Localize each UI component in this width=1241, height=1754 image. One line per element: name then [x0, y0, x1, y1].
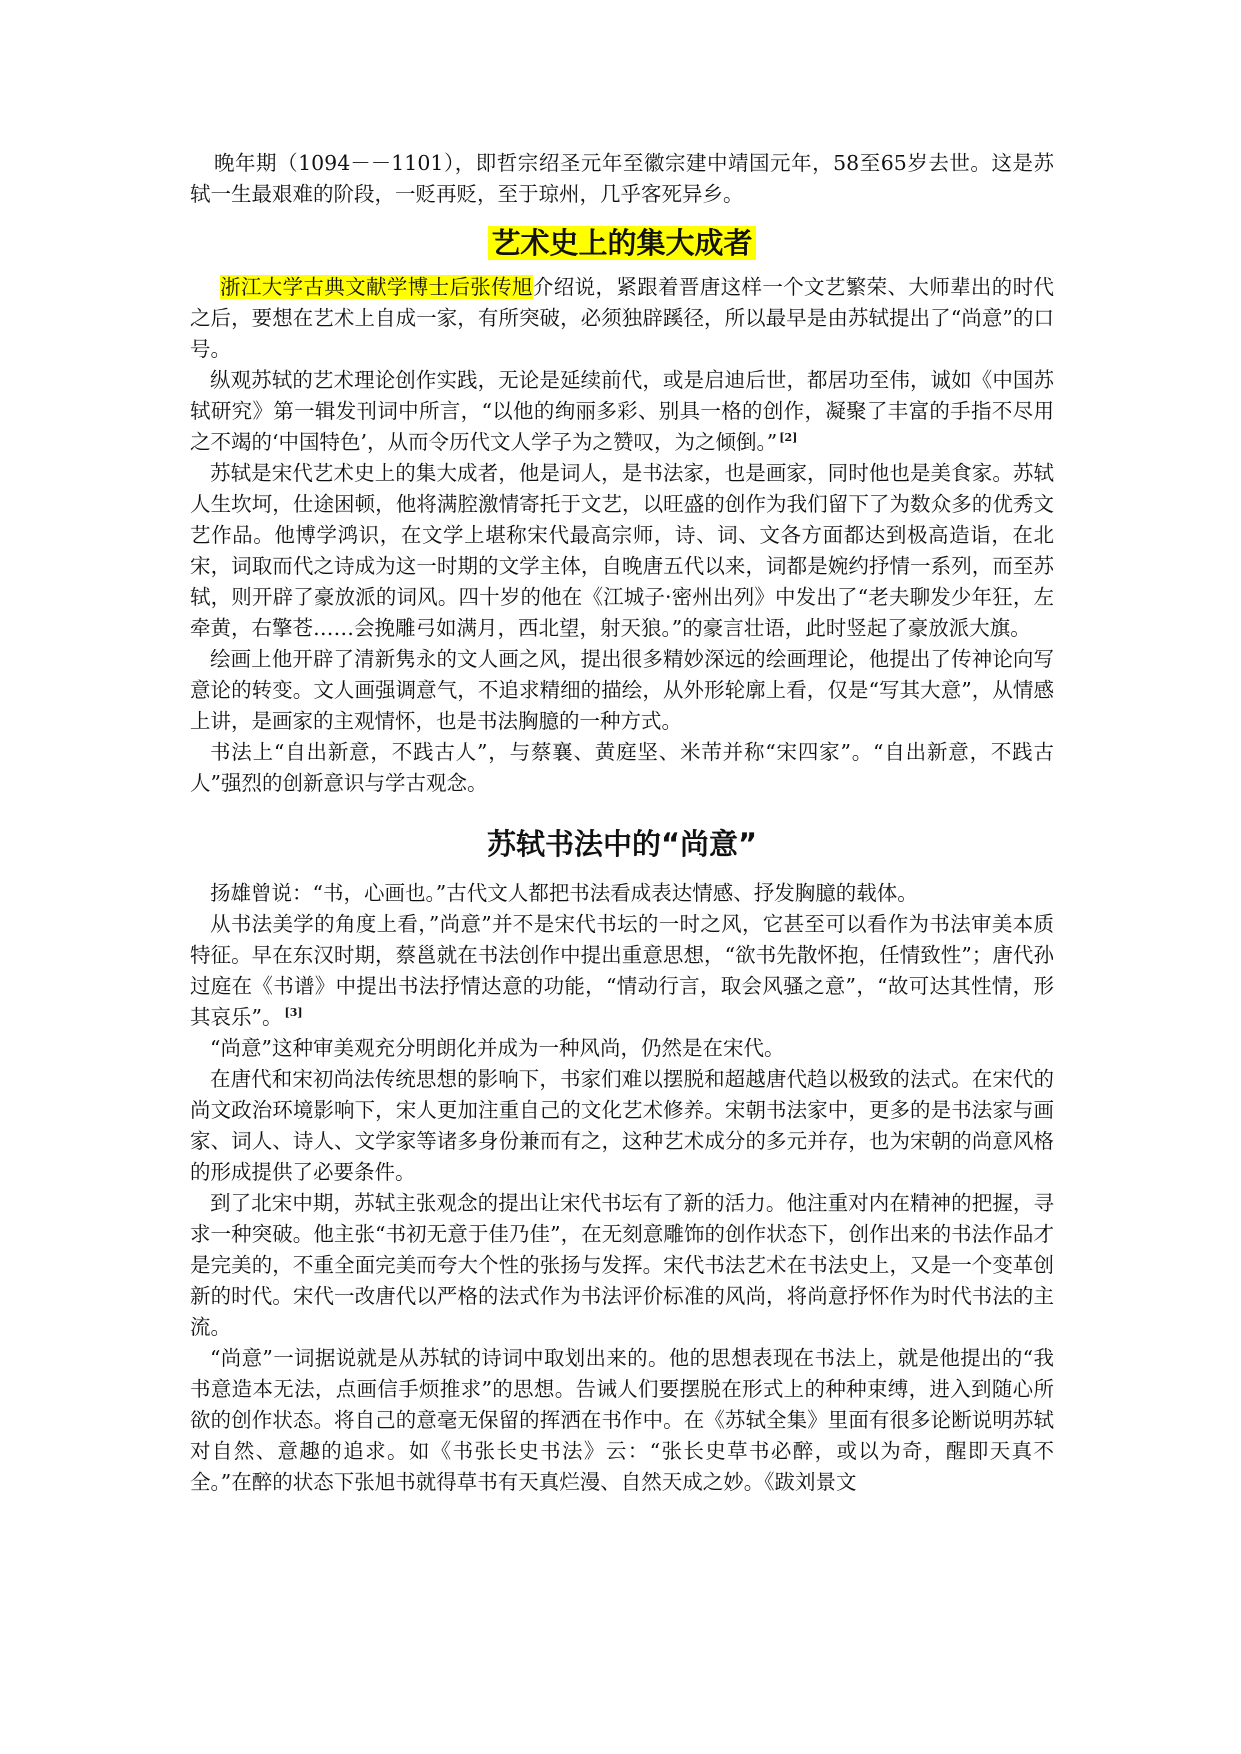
highlighted-text: 浙江大学古典文献学博士后张传旭 — [220, 275, 533, 299]
paragraph-yang-xiong: 扬雄曾说：“书，心画也。”古代文人都把书法看成表达情感、抒发胸臆的载体。 — [210, 881, 918, 905]
paragraph-calligraphy: 书法上“自出新意，不践古人”，与蔡襄、黄庭坚、米芾并称“宋四家”。“自出新意，不践古人”强烈的创新意识与学古观念。 — [190, 740, 1054, 795]
paragraph-song-trend: “尚意”这种审美观充分明朗化并成为一种风尚，仍然是在宋代。 — [210, 1036, 785, 1060]
section-heading-shangyi: 苏轼书法中的“尚意” — [486, 827, 758, 861]
paragraph-tang-influence: 在唐代和宋初尚法传统思想的影响下，书家们难以摆脱和超越唐代趋以极致的法式。在宋代的尚文政治环境影响下，宋人更加注重自己的文化艺术修养。宋朝书法家中，更多的是书法家与画家、词人、诗人、文学家等诸多身份兼而有之，这种艺术成分的多元并存，也为宋朝的尚意风格的形成提供了必要条件。 — [190, 1067, 1054, 1184]
paragraph-text: 介绍说，紧跟着晋唐这样一个文艺繁荣、大师辈出的时代之后，要想在艺术上自成一家，有所突破，必须独辟蹊径，所以最早是由苏轼提出了“尚意”的口号。 — [190, 275, 1055, 361]
paragraph-art-practice — [190, 365, 1054, 458]
paragraph-master: 苏轼是宋代艺术史上的集大成者，他是词人，是书法家，也是画家，同时他也是美食家。苏轼人生坎坷，仕途困顿，他将满腔激情寄托于文艺，以旺盛的创作为我们留下了为数众多的优秀文艺作品。他博学鸿识，在文学上堪称宋代最高宗师，诗、词、文各方面都达到极高造诣，在北宋，词取而代之诗成为这一时期的文学主体，自晚唐五代以来，词都是婉约抒情一系列，而至苏轼，则开辟了豪放派的词风。四十岁的他在《江城子·密州出列》中发出了“老夫聊发少年狂，左牵黄，右擎苍……会挽雕弓如满月，西北望，射天狼。”的豪言壮语，此时竖起了豪放派大旗。 — [190, 461, 1054, 640]
paragraph-aesthetics — [190, 909, 1054, 1033]
paragraph-zhang-chuanxu — [190, 272, 1054, 365]
heading-highlight: 艺术史上的集大成者 — [488, 226, 755, 260]
footnote-marker: [3] — [284, 1006, 303, 1019]
document-page — [190, 148, 1054, 1498]
paragraph-painting: 绘画上他开辟了清新隽永的文人画之风，提出很多精妙深远的绘画理论，他提出了传神论向写意论的转变。文人画强调意气，不追求精细的描绘，从外形轮廓上看，仅是“写其大意”，从情感上讲，是画家的主观情怀，也是书法胸臆的一种方式。 — [190, 647, 1054, 733]
intro-paragraph: 晚年期（1094－－1101），即哲宗绍圣元年至徽宗建中靖国元年，58至65岁去世。这是苏轼一生最艰难的阶段，一贬再贬，至于琼州，几乎客死异乡。 — [190, 151, 1054, 206]
paragraph-shangyi-origin: “尚意”一词据说就是从苏轼的诗词中取划出来的。他的思想表现在书法上，就是他提出的“我书意造本无法，点画信手烦推求”的思想。告诫人们要摆脱在形式上的种种束缚，进入到随心所欲的创作状态。将自己的意毫无保留的挥洒在书作中。在《苏轼全集》里面有很多论断说明苏轼对自然、意趣的追求。如《书张长史书法》云：“张长史草书必醉，或以为奇，醒即天真不全。”在醉的状态下张旭书就得草书有天真烂漫、自然天成之妙。《跋刘景文 — [190, 1346, 1054, 1494]
section-heading-art-history — [190, 221, 1054, 265]
paragraph-northern-song: 到了北宋中期，苏轼主张观念的提出让宋代书坛有了新的活力。他注重对内在精神的把握，寻求一种突破。他主张“书初无意于佳乃佳”，在无刻意雕饰的创作状态下，创作出来的书法作品才是完美的，不重全面完美而夸大个性的张扬与发挥。宋代书法艺术在书法史上，又是一个变革创新的时代。宋代一改唐代以严格的法式作为书法评价标准的风尚，将尚意抒怀作为时代书法的主流。 — [190, 1191, 1054, 1339]
paragraph-text: 从书法美学的角度上看，”尚意”并不是宋代书坛的一时之风，它甚至可以看作为书法审美本质特征。早在东汉时期，蔡邕就在书法创作中提出重意思想，“欲书先散怀抱，任情致性”；唐代孙过庭在《书谱》中提出书法抒情达意的功能，“情动行言，取会风骚之意”，“故可达其性情，形其哀乐”。 — [190, 912, 1054, 1029]
footnote-marker: [2] — [779, 431, 798, 444]
paragraph-text: 纵观苏轼的艺术理论创作实践，无论是延续前代，或是启迪后世，都居功至伟，诚如《中国苏轼研究》第一辑发刊词中所言，“以他的绚丽多彩、别具一格的创作，凝聚了丰富的手指不尽用之不竭的‘中国特色’，从而令历代文人学子为之赞叹，为之倾倒。” — [190, 368, 1054, 454]
